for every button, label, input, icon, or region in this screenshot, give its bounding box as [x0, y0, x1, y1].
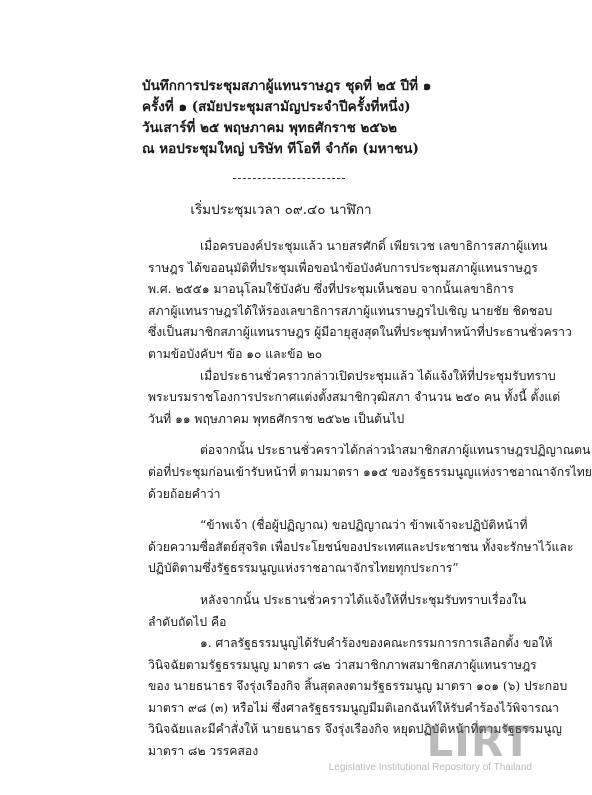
paragraph-line: ตามข้อบังคับฯ ข้อ ๑๐ และข้อ ๒๐ [148, 346, 323, 361]
paragraph-line: หลังจากนั้น ประธานชั่วคราวได้แจ้งให้ที่ประชุมรับทราบเรื่องใน [200, 592, 527, 607]
header-line-3: วันเสาร์ที่ ๒๕ พฤษภาคม พุทธศักราช ๒๕๖๒ [142, 120, 398, 136]
minutes-body [148, 236, 592, 763]
paragraph-line: เมื่อประธานชั่วคราวกล่าวเปิดประชุมแล้ว ได้แจ้งให้ที่ประชุมรับทราบ [200, 368, 556, 383]
header-line-1: บันทึกการประชุมสภาผู้แทนราษฎร ชุดที่ ๒๕ ปีที่ ๑ [142, 78, 432, 94]
paragraph-line: “ข้าพเจ้า (ชื่อผู้ปฏิญาณ) ขอปฏิญาณว่า ข้าพเจ้าจะปฏิบัติหน้าที่ [200, 518, 528, 533]
paragraph-line: มาตรา ๙๘ (๓) หรือไม่ ซึ่งศาลรัฐธรรมนูญมีมติเอกฉันท์ให้รับคำร้องไว้พิจารณา [148, 700, 560, 715]
paragraph-line: ของ นายธนาธร จึงรุ่งเรืองกิจ สิ้นสุดลงตามรัฐธรรมนูญ มาตรา ๑๐๑ (๖) ประกอบ [148, 679, 568, 694]
paragraph-line: สภาผู้แทนราษฎรได้ให้รองเลขาธิการสภาผู้แทนราษฎรไปเชิญ นายชัย ชิดชอบ [148, 303, 553, 318]
lirt-logo: LIRT [426, 717, 532, 766]
paragraph-line: ปฏิบัติตามซึ่งรัฐธรรมนูญแห่งราชอาณาจักรไทยทุกประการ” [148, 561, 459, 576]
paragraph-line: วันที่ ๑๑ พฤษภาคม พุทธศักราช ๒๕๖๒ เป็นต้นไป [148, 411, 405, 426]
meeting-header [0, 76, 562, 160]
paragraph-oath-intro [148, 440, 592, 505]
paragraph-line: ด้วยความซื่อสัตย์สุจริต เพื่อประโยชน์ของประเทศและประชาชน ทั้งจะรักษาไว้และ [148, 539, 574, 554]
start-time: เริ่มประชุมเวลา ๐๙.๔๐ นาฬิกา [190, 202, 372, 218]
paragraph-oath-text [148, 515, 574, 580]
paragraph-line: ลำดับถัดไป คือ [148, 614, 227, 629]
paragraph-line: ซึ่งเป็นสมาชิกสภาผู้แทนราษฎร ผู้มีอายุสูงสุดในที่ประชุมทำหน้าที่ประธานชั่วคราว [148, 325, 572, 340]
paragraph-line: วินิจฉัยและมีคำสั่งให้ นายธนาธร จึงรุ่งเรืองกิจ หยุดปฏิบัติหน้าที่ตามรัฐธรรมนูญ [148, 722, 562, 737]
header-line-4: ณ หอประชุมใหญ่ บริษัท ทีโอที จำกัด (มหาชน) [142, 141, 419, 157]
paragraph-line: ๑. ศาลรัฐธรรมนูญได้รับคำร้องของคณะกรรมการการเลือกตั้ง ขอให้ [200, 636, 553, 651]
paragraph-senate-announcement [148, 366, 561, 431]
paragraph-line: ราษฎร ได้ขออนุมัติที่ประชุมเพื่อขอนำข้อบังคับการประชุมสภาผู้แทนราษฎร [148, 260, 538, 275]
paragraph-line: มาตรา ๘๒ วรรคสอง [148, 744, 259, 759]
header-line-2: ครั้งที่ ๑ (สมัยประชุมสามัญประจำปีครั้งที่หนึ่ง) [142, 99, 411, 115]
paragraph-line: พ.ศ. ๒๕๕๑ มาอนุโลมใช้บังคับ ซึ่งที่ประชุมเห็นชอบ จากนั้นเลขาธิการ [148, 282, 514, 297]
paragraph-line: เมื่อครบองค์ประชุมแล้ว นายสรศักดิ์ เพียรเวช เลขาธิการสภาผู้แทน [200, 239, 548, 253]
paragraph-line: พระบรมราชโองการประกาศแต่งตั้งสมาชิกวุฒิสภา จำนวน ๒๕๐ คน ทั้งนี้ ตั้งแต่ [148, 390, 561, 405]
watermark-text: Legislative Institutional Repository of Thailand [328, 762, 532, 773]
paragraph-line: ต่อที่ประชุมก่อนเข้ารับหน้าที่ ตามมาตรา ๑๑๕ ของรัฐธรรมนูญแห่งราชอาณาจักรไทย [148, 464, 592, 479]
divider-line [233, 178, 345, 179]
paragraph-line: ด้วยถ้อยคำว่า [148, 486, 221, 501]
paragraph-line: ต่อจากนั้น ประธานชั่วคราวได้กล่าวนำสมาชิกสภาผู้แทนราษฎรปฏิญาณตน [200, 443, 591, 458]
paragraph-opening [148, 236, 572, 366]
paragraph-line: วินิจฉัยตามรัฐธรรมนูญ มาตรา ๘๒ ว่าสมาชิกภาพสมาชิกสภาผู้แทนราษฎร [148, 657, 537, 672]
repository-watermark [328, 717, 532, 773]
paragraph-next-items [148, 590, 527, 633]
